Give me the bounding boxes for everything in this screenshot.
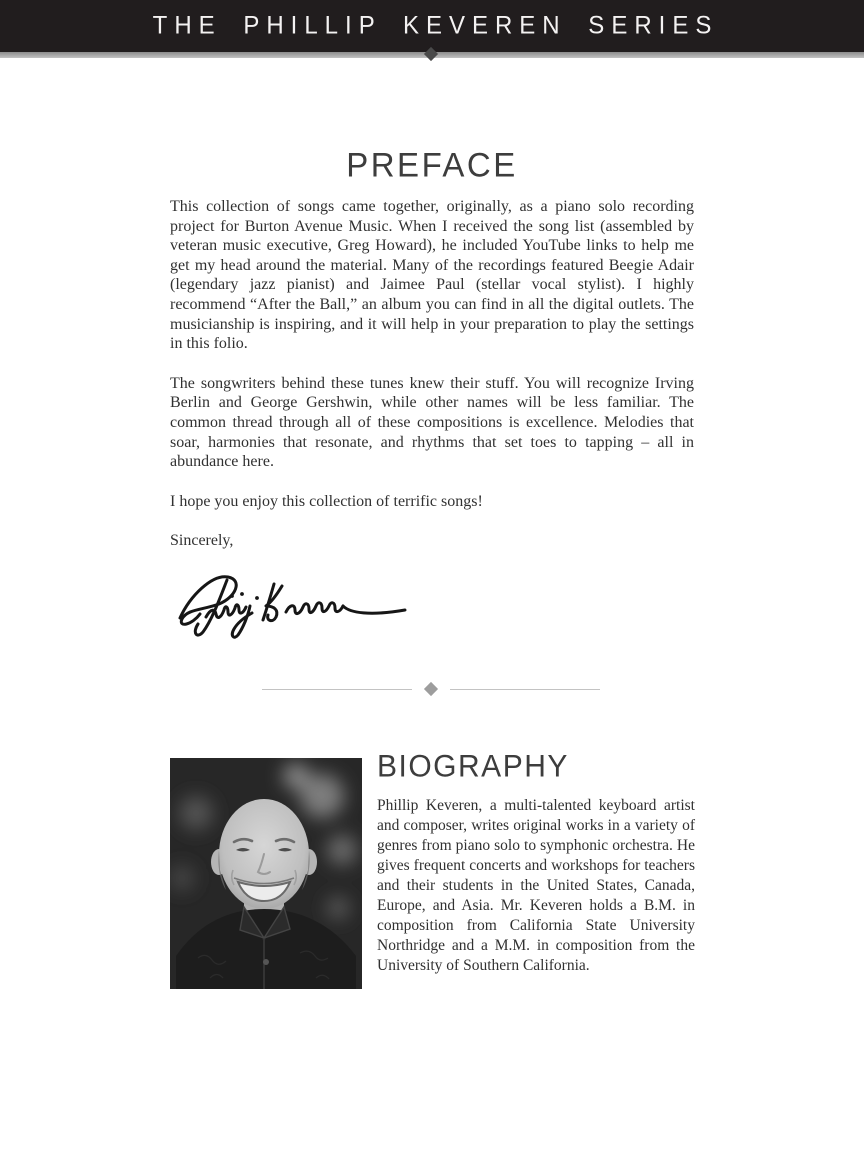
series-header-bar	[0, 0, 864, 52]
preface-paragraph-1: This collection of songs came together, originally, as a piano solo recording project for Burton Avenue Music. When I received the song list (assembled by veteran music executive, Greg Howard), he included YouTube links to help me get my head around the material. Many of the recordings featured Beegie Adair (legendary jazz pianist) and Jaimee Paul (stellar vocal stylist). I highly recommend “After the Ball,” an album you can find in all the digital outlets. The musicianship is inspiring, and it will help in your preparation to play the settings in this folio.	[170, 198, 694, 353]
portrait-photo-image	[170, 758, 362, 989]
signature-image	[170, 568, 415, 640]
portrait-photo	[170, 758, 362, 989]
preface-heading: PREFACE	[346, 145, 518, 184]
biography-heading: BIOGRAPHY	[377, 749, 569, 784]
biography-paragraph: Phillip Keveren, a multi-talented keyboard artist and composer, writes original works in a variety of genres from piano solo to symphonic orchestra. He gives frequent concerts and workshops for teachers and their students in the United States, Canada, Europe, and Asia. Mr. Keveren holds a B.M. in composition from California State University Northridge and a M.M. in composition from the University of Southern California.	[377, 797, 695, 974]
series-title: THE PHILLIP KEVEREN SERIES	[152, 11, 719, 40]
signature-phillip-keveren	[170, 568, 415, 640]
preface-paragraph-3: I hope you enjoy this collection of terrific songs!	[170, 492, 483, 510]
preface-section	[170, 145, 694, 551]
divider-line-right	[450, 689, 600, 690]
diamond-icon	[424, 682, 438, 696]
closing-salutation: Sincerely,	[170, 532, 234, 550]
section-divider	[262, 682, 600, 696]
divider-line-left	[262, 689, 412, 690]
biography-section	[377, 749, 695, 976]
preface-paragraph-2: The songwriters behind these tunes knew their stuff. You will recognize Irving Berlin and George Gershwin, while other names will be less familiar. The common thread through all of these compositions is excellence. Melodies that soar, harmonies that resonate, and rhythms that set toes to tapping – all in abundance here.	[170, 374, 694, 471]
